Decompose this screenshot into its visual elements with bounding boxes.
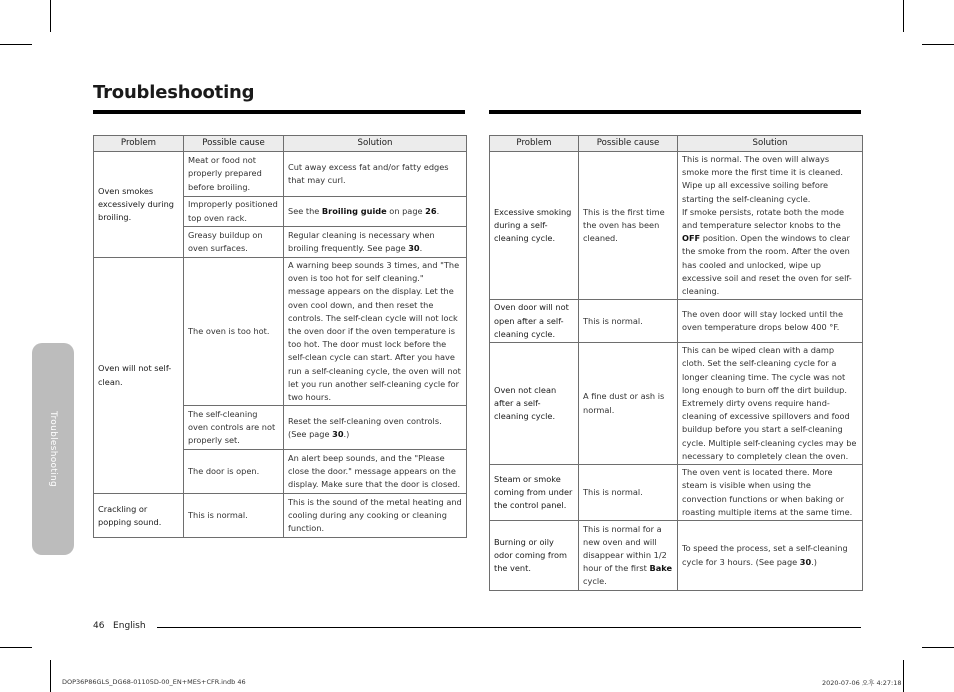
table-row [490, 465, 863, 521]
page-reference: 30 [799, 556, 812, 567]
page-reference: 30 [408, 243, 420, 253]
header-cause: Possible cause [184, 136, 284, 152]
solution-cell: A warning beep sounds 3 times, and "The oven is too hot for self cleaning." message appears on the display. Let the oven cool down, and then reset the controls. The self-clean cycle will not lock the oven door if the oven temperature is too hot. The door must lock before the self-clean cycle can start. After you have run a self-cleaning cycle, the oven will not let you run another self-cleaning cycle for two hours. [284, 258, 467, 406]
cause-cell: The door is open. [184, 450, 284, 494]
problem-cell: Excessive smoking during a self-cleaning cycle. [490, 152, 579, 300]
text-run: .) [343, 428, 350, 439]
text-run: . [419, 243, 423, 253]
print-file-info: DOP36P86GLS_DG68-01105D-00_EN+MES+CFR.indb 46 [62, 678, 246, 686]
solution-cell: Cut away excess fat and/or fatty edges that may curl. [284, 152, 467, 197]
crop-mark [903, 660, 904, 692]
mode-reference: Bake [649, 563, 673, 574]
cause-cell: This is the first time the oven has been cleaned. [579, 152, 678, 300]
text-run: This is normal for a new oven and will disappear within 1/2 hour of the first [583, 523, 667, 574]
header-cause: Possible cause [579, 136, 678, 152]
crop-mark [922, 44, 954, 45]
crop-mark [50, 660, 51, 692]
page-reference: 26 [425, 205, 437, 216]
text-run: . [436, 205, 440, 216]
cause-cell: This is normal. [579, 300, 678, 343]
table-row [490, 152, 863, 300]
table-header-row [94, 136, 467, 152]
footer-rule [157, 627, 861, 628]
text-run: This is normal. The oven will always smoke more the first time it is cleaned. [682, 154, 843, 178]
cause-cell [579, 521, 678, 591]
cause-cell: The oven is too hot. [184, 258, 284, 406]
troubleshooting-table-left [93, 135, 467, 538]
table-row [490, 300, 863, 343]
crop-mark [903, 0, 904, 32]
cause-cell: Greasy buildup on oven surfaces. [184, 227, 284, 258]
problem-cell: Oven smokes excessively during broiling. [94, 152, 184, 258]
table-row [94, 152, 467, 197]
text-run: Reset the self-cleaning oven controls. (See page [288, 415, 442, 439]
side-section-tab [32, 343, 74, 555]
cause-cell: This is normal. [184, 494, 284, 538]
text-run: If smoke persists, rotate both the mode and temperature selector knobs to the [682, 206, 845, 231]
page-number: 46 [93, 621, 105, 631]
header-solution: Solution [284, 136, 467, 152]
page-reference: 30 [332, 428, 344, 439]
problem-cell: Oven door will not open after a self-cleaning cycle. [490, 300, 579, 343]
solution-cell [284, 197, 467, 227]
text-run: .) [811, 556, 817, 567]
section-reference: Broiling guide [321, 205, 387, 216]
crop-mark [0, 647, 32, 648]
table-row [94, 258, 467, 406]
table-row [490, 521, 863, 591]
problem-cell: Steam or smoke coming from under the control panel. [490, 465, 579, 521]
cause-cell: Improperly positioned top oven rack. [184, 197, 284, 227]
header-problem: Problem [94, 136, 184, 152]
solution-cell: An alert beep sounds, and the "Please close the door." message appears on the display. Make sure that the door is closed. [284, 450, 467, 494]
header-problem: Problem [490, 136, 579, 152]
table-row [490, 343, 863, 465]
print-date-info: 2020-07-06 오후 4:27:18 [822, 679, 902, 687]
problem-cell: Oven will not self-clean. [94, 258, 184, 494]
cause-cell: A fine dust or ash is normal. [579, 343, 678, 465]
solution-cell: This is the sound of the metal heating and cooling during any cooking or cleaning function. [284, 494, 467, 538]
text-run: See the [288, 205, 322, 216]
header-solution: Solution [678, 136, 863, 152]
problem-cell: Crackling or popping sound. [94, 494, 184, 538]
text-run: To speed the process, set a self-cleaning cycle for 3 hours. (See page [682, 543, 848, 567]
footer-language: English [113, 621, 146, 631]
text-run: on page [386, 205, 426, 216]
table-header-row [490, 136, 863, 152]
title-rule-left [93, 110, 465, 114]
title-rule-right [489, 110, 861, 114]
crop-mark [922, 647, 954, 648]
cause-cell: This is normal. [579, 465, 678, 521]
text-run: cycle. [583, 576, 607, 587]
solution-cell [678, 152, 863, 300]
text-run: Wipe up all excessive soiling before starting the self-cleaning cycle. [682, 180, 829, 204]
page-title: Troubleshooting [93, 82, 255, 103]
solution-cell: The oven vent is located there. More steam is visible when using the convection functions or when baking or roasting multiple items at the same time. [678, 465, 863, 521]
table-row [94, 494, 467, 538]
side-tab-label: Troubleshooting [48, 411, 58, 487]
crop-mark [50, 0, 51, 32]
knob-position-off: OFF [682, 233, 701, 244]
problem-cell: Oven not clean after a self-cleaning cycle. [490, 343, 579, 465]
solution-cell: This can be wiped clean with a damp cloth. Set the self-cleaning cycle for a longer cleaning time. The cycle was not long enough to burn off the dirt buildup. Extremely dirty ovens require hand-cleaning of excessive spillovers and food buildup before you start a self-cleaning cycle. Multiple self-cleaning cycles may be necessary to completely clean the oven. [678, 343, 863, 465]
text-run: position. Open the windows to clear the smoke from the room. After the oven has cooled and unlocked, wipe up excessive soil and reset the oven for self-cleaning. [682, 233, 852, 297]
solution-cell [284, 406, 467, 450]
solution-cell [284, 227, 467, 258]
cause-cell: Meat or food not properly prepared before broiling. [184, 152, 284, 197]
solution-cell [678, 521, 863, 591]
troubleshooting-table-right [489, 135, 863, 591]
text-run: Regular cleaning is necessary when broiling frequently. See page [288, 229, 435, 253]
cause-cell: The self-cleaning oven controls are not properly set. [184, 406, 284, 450]
problem-cell: Burning or oily odor coming from the vent. [490, 521, 579, 591]
page-footer [93, 621, 146, 631]
crop-mark [0, 44, 32, 45]
solution-cell: The oven door will stay locked until the oven temperature drops below 400 °F. [678, 300, 863, 343]
